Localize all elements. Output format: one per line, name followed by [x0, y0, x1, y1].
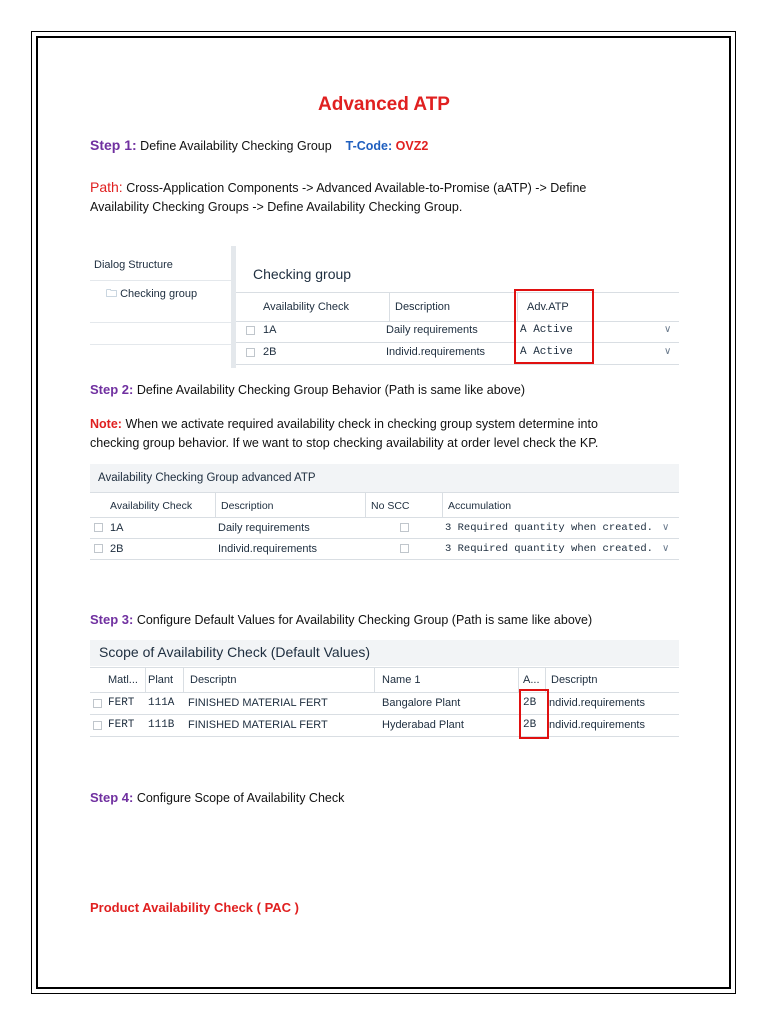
row-select-checkbox[interactable]: [246, 326, 255, 335]
col-adv-atp[interactable]: Adv.ATP: [527, 301, 569, 313]
cell-description: Individ.requirements: [386, 346, 486, 358]
checking-group-panel: [236, 246, 679, 368]
col-material[interactable]: Matl...: [108, 674, 138, 686]
path-text-line1: Cross-Application Components -> Advanced Available-to-Promise (aATP) -> Define: [126, 181, 587, 195]
screen-scope-default-values: [90, 640, 679, 746]
col-availability-check[interactable]: Availability Check: [110, 500, 193, 512]
tree-item-label: Checking group: [120, 288, 198, 300]
cell-adv-atp[interactable]: A Active: [520, 346, 573, 358]
step4-label: Step 4:: [90, 790, 134, 805]
cell-a[interactable]: 2B: [523, 719, 537, 731]
highlight-adv-atp: [514, 289, 594, 364]
row-select-checkbox[interactable]: [93, 721, 102, 730]
cell-description: Individ.requirements: [218, 543, 318, 555]
table-row[interactable]: [236, 342, 679, 365]
chevron-down-icon[interactable]: ∨: [664, 346, 672, 357]
step1-text: Define Availability Checking Group: [140, 139, 332, 153]
cell-check: 2B: [263, 346, 277, 358]
document-title: Advanced ATP: [318, 94, 450, 115]
screen-checking-group: [90, 246, 679, 368]
col-descriptn2[interactable]: Descriptn: [551, 674, 598, 686]
cell-plant: 111B: [148, 719, 175, 731]
table-row[interactable]: [90, 715, 679, 737]
table-header: [90, 667, 679, 693]
cell-descriptn: FINISHED MATERIAL FERT: [188, 697, 328, 709]
note-text-line1: When we activate required availability check in checking group system determine into: [125, 417, 598, 431]
note-label: Note:: [90, 417, 122, 431]
cell-material: FERT: [108, 697, 135, 709]
step2-text: Define Availability Checking Group Behavior (Path is same like above): [136, 383, 525, 397]
row-select-checkbox[interactable]: [94, 523, 103, 532]
folder-icon: 🗀: [106, 288, 117, 300]
screen2-title: Availability Checking Group advanced ATP: [98, 472, 316, 484]
dialog-structure-title: Dialog Structure: [94, 259, 173, 271]
cell-name1: Bangalore Plant: [382, 697, 461, 709]
cell-check: 1A: [110, 522, 124, 534]
tcode-value: OVZ2: [395, 139, 429, 153]
no-scc-checkbox[interactable]: [400, 523, 409, 532]
step4-text: Configure Scope of Availability Check: [136, 791, 345, 805]
screen2-title-bar: [90, 464, 679, 493]
cell-material: FERT: [108, 719, 135, 731]
table-header: [236, 292, 679, 322]
chevron-down-icon[interactable]: ∨: [662, 543, 670, 554]
cell-description: Daily requirements: [386, 324, 478, 336]
col-a[interactable]: A...: [523, 674, 540, 686]
table-row[interactable]: [90, 693, 679, 715]
cell-name1: Hyderabad Plant: [382, 719, 464, 731]
dialog-structure-panel: [90, 246, 236, 368]
cell-descriptn: FINISHED MATERIAL FERT: [188, 719, 328, 731]
cell-adv-atp[interactable]: A Active: [520, 324, 573, 336]
cell-descriptn2: ndivid.requirements: [549, 719, 645, 731]
row-select-checkbox[interactable]: [93, 699, 102, 708]
cell-description: Daily requirements: [218, 522, 310, 534]
pac-heading: Product Availability Check ( PAC ): [90, 900, 300, 915]
cell-check: 1A: [263, 324, 277, 336]
cell-check: 2B: [110, 543, 124, 555]
col-plant[interactable]: Plant: [148, 674, 174, 686]
no-scc-checkbox[interactable]: [400, 544, 409, 553]
step3-text: Configure Default Values for Availability Checking Group (Path is same like above): [136, 613, 593, 627]
panel-title: Checking group: [253, 266, 352, 282]
cell-plant: 111A: [148, 697, 175, 709]
table-row[interactable]: [236, 320, 679, 343]
table-row[interactable]: [90, 539, 679, 560]
row-select-checkbox[interactable]: [246, 348, 255, 357]
cell-accumulation[interactable]: 3 Required quantity when created.: [445, 522, 653, 534]
col-availability-check[interactable]: Availability Check: [263, 301, 350, 313]
col-description[interactable]: Description: [395, 301, 451, 313]
path-text-line2: Availability Checking Groups -> Define Availability Checking Group.: [90, 200, 463, 214]
screen3-title: Scope of Availability Check (Default Values): [99, 644, 371, 660]
note-block: [90, 415, 710, 453]
cell-accumulation[interactable]: 3 Required quantity when created.: [445, 543, 653, 555]
highlight-checking-group: [519, 689, 549, 739]
col-description[interactable]: Description: [221, 500, 274, 512]
screen-checking-group-atp: [90, 464, 679, 568]
cell-a[interactable]: 2B: [523, 697, 537, 709]
tcode-label: T-Code:: [345, 139, 393, 153]
col-no-scc[interactable]: No SCC: [371, 500, 410, 512]
col-name1[interactable]: Name 1: [382, 674, 421, 686]
step3-line: [90, 610, 592, 630]
step2-label: Step 2:: [90, 382, 134, 397]
screen3-title-bar: [90, 640, 679, 666]
table-header: [90, 493, 679, 518]
col-accumulation[interactable]: Accumulation: [448, 500, 512, 512]
path-label: Path:: [90, 179, 123, 195]
step1-label: Step 1:: [90, 137, 137, 153]
path-block: [90, 178, 710, 217]
step3-label: Step 3:: [90, 612, 134, 627]
tree-item-checking-group[interactable]: [106, 285, 197, 304]
step1-line: [90, 136, 428, 156]
note-text-line2: checking group behavior. If we want to stop checking availability at order level check the KP.: [90, 436, 599, 450]
cell-descriptn2: ndivid.requirements: [549, 697, 645, 709]
chevron-down-icon[interactable]: ∨: [664, 324, 672, 335]
step4-line: [90, 788, 344, 808]
chevron-down-icon[interactable]: ∨: [662, 522, 670, 533]
table-row[interactable]: [90, 518, 679, 539]
row-select-checkbox[interactable]: [94, 544, 103, 553]
step2-line: [90, 380, 525, 400]
col-descriptn[interactable]: Descriptn: [190, 674, 237, 686]
